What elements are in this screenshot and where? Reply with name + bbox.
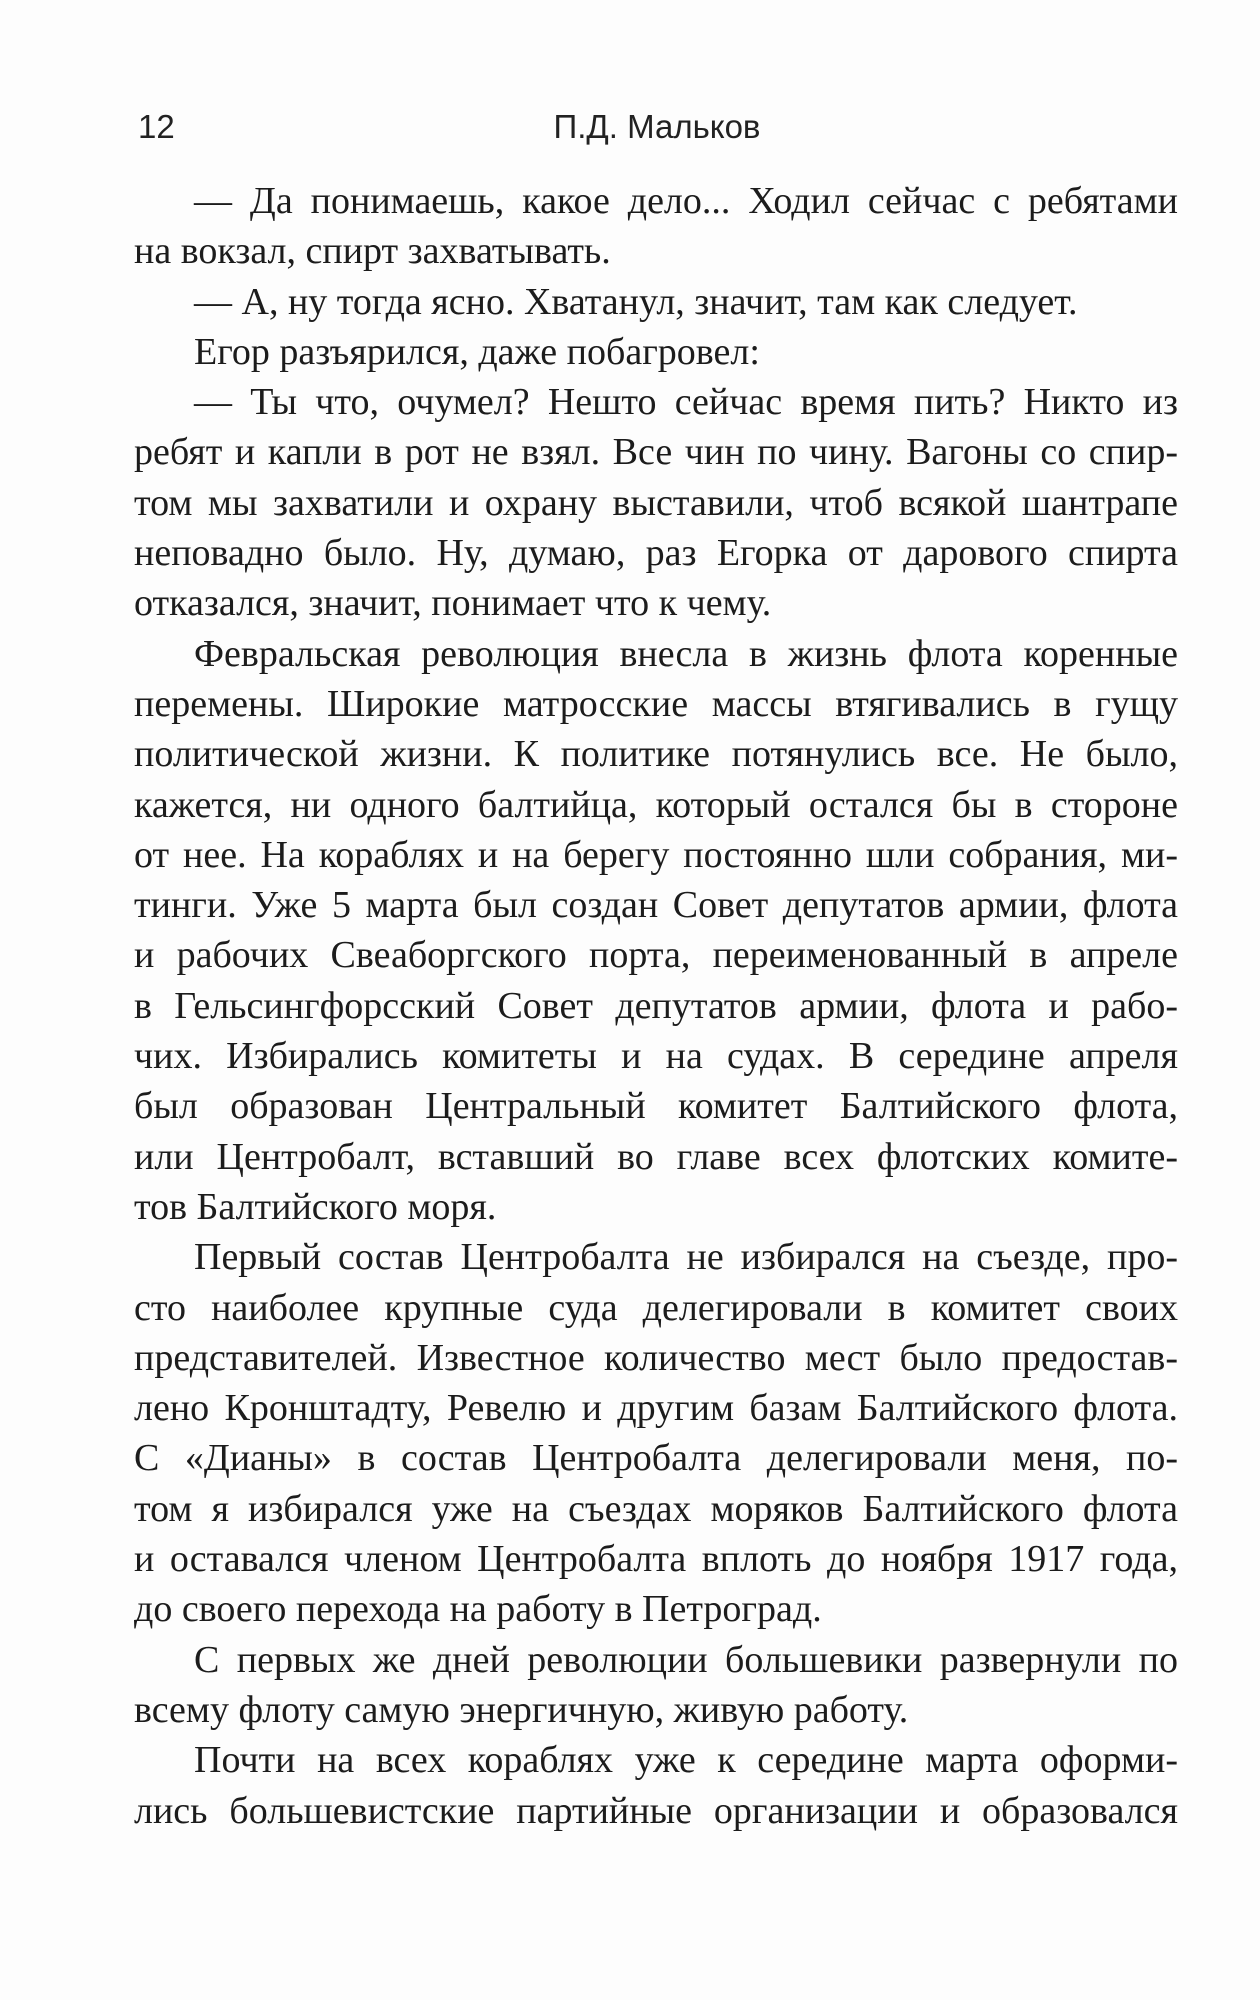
text-line: в Гельсингфорсский Совет депутатов армии, флота и рабо- xyxy=(134,984,1178,1027)
text-line: Февральская революция внесла в жизнь флота коренные xyxy=(194,632,1178,675)
text-line: политической жизни. К политике потянулись все. Не было, xyxy=(134,733,1178,776)
text-line: на вокзал, спирт захватывать. xyxy=(134,230,611,273)
text-line: Егор разъярился, даже побагровел: xyxy=(194,330,760,373)
page-number: 12 xyxy=(138,108,175,145)
text-line: неповадно было. Ну, думаю, раз Егорка от дарового спирта xyxy=(134,532,1178,575)
text-line: до своего перехода на работу в Петроград. xyxy=(134,1588,822,1631)
text-line: от нее. На кораблях и на берегу постоянно шли собрания, ми- xyxy=(134,833,1178,876)
text-line: тов Балтийского моря. xyxy=(134,1185,497,1228)
body-text xyxy=(134,176,1178,1836)
text-line: отказался, значит, понимает что к чему. xyxy=(134,582,772,625)
text-line: чих. Избирались комитеты и на судах. В середине апреля xyxy=(134,1035,1178,1078)
text-line: представителей. Известное количество мест было предостав- xyxy=(134,1336,1178,1379)
text-line: — Ты что, очумел? Нешто сейчас время пить? Никто из xyxy=(194,381,1178,424)
text-line: был образован Центральный комитет Балтийского флота, xyxy=(134,1085,1178,1128)
text-line: или Центробалт, вставший во главе всех флотских комите- xyxy=(134,1135,1178,1178)
running-head xyxy=(138,108,1176,148)
text-line: том я избирался уже на съездах моряков Балтийского флота xyxy=(134,1487,1178,1530)
text-line: лено Кронштадту, Ревелю и другим базам Балтийского флота. xyxy=(134,1387,1178,1430)
text-line: тинги. Уже 5 марта был создан Совет депутатов армии, флота xyxy=(134,884,1178,927)
text-line: и оставался членом Центробалта вплоть до ноября 1917 года, xyxy=(134,1538,1178,1581)
header-author: П.Д. Мальков xyxy=(553,108,761,145)
text-line: С «Дианы» в состав Центробалта делегировали меня, по- xyxy=(134,1437,1178,1480)
text-line: всему флоту самую энергичную, живую работу. xyxy=(134,1688,909,1731)
text-line: кажется, ни одного балтийца, который остался бы в стороне xyxy=(134,783,1178,826)
text-line: и рабочих Свеаборгского порта, переименованный в апреле xyxy=(134,934,1178,977)
text-line: С первых же дней революции большевики развернули по xyxy=(194,1638,1178,1681)
text-line: Почти на всех кораблях уже к середине марта оформи- xyxy=(194,1739,1178,1782)
text-line: Первый состав Центробалта не избирался на съезде, про- xyxy=(194,1236,1178,1279)
text-line: сто наиболее крупные суда делегировали в комитет своих xyxy=(134,1286,1178,1329)
text-line: лись большевистские партийные организации и образовался xyxy=(134,1789,1178,1832)
text-line: том мы захватили и охрану выставили, чтоб всякой шантрапе xyxy=(134,481,1178,524)
text-line: перемены. Широкие матросские массы втягивались в гущу xyxy=(134,682,1178,725)
text-line: ребят и капли в рот не взял. Все чин по чину. Вагоны со спир- xyxy=(134,431,1178,474)
text-line: — Да понимаешь, какое дело... Ходил сейчас с ребятами xyxy=(194,180,1178,222)
text-line: — А, ну тогда ясно. Хватанул, значит, там как следует. xyxy=(194,280,1078,323)
